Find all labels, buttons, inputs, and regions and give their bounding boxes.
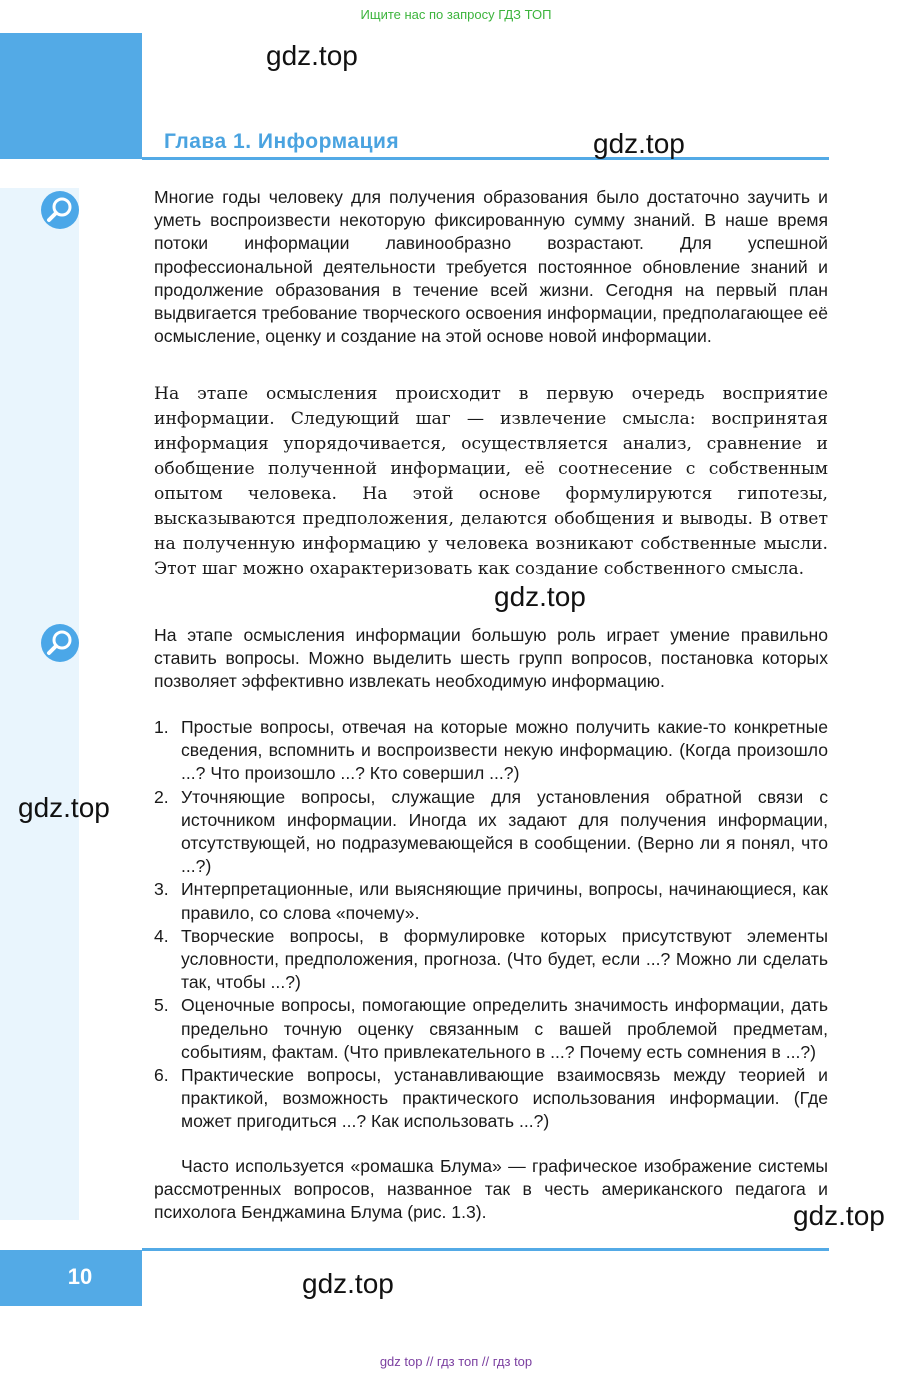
list-text: Оценочные вопросы, помогающие определить значимость информации, дать предельно точную оценку связанным с вашей проблемой предметам, событиям, фактам. (Что привлекательного в ...? Почему есть сомнения в ...?) (181, 995, 828, 1062)
list-item (154, 716, 828, 786)
list-text: Практические вопросы, устанавливающие взаимосвязь между теорией и практикой, возможность практического использования информации. (Где может пригодиться ...? Как использовать ...?) (181, 1065, 828, 1132)
question-list (154, 716, 828, 1134)
top-banner: Ищите нас по запросу ГДЗ ТОП (360, 7, 552, 22)
margin-strip (0, 188, 79, 1220)
list-item (154, 878, 828, 924)
watermark: gdz.top (18, 792, 110, 823)
list-item (154, 994, 828, 1064)
paragraph-2: На этапе осмысления происходит в первую очередь восприятие информации. Следующий шаг — извлечение смысла: воспринятая информация упорядочивается, осуществляется анализ, сравнение и обобщение полученной информации, её соотнесение с собственным опытом человека. На этой основе формулируются гипотезы, высказываются предположения, делаются обобщения и выводы. В ответ на полученную информацию у человека возникают собственные мысли. Этот шаг можно охарактеризовать как создание собственного смысла. (154, 384, 828, 579)
list-item (154, 786, 828, 879)
list-item (154, 1064, 828, 1134)
list-number: 6. (154, 1065, 169, 1086)
watermark: gdz.top (593, 128, 685, 159)
footer-links: gdz top // гдз топ // гдз top (379, 1354, 533, 1369)
closing-paragraph: Часто используется «ромашка Блума» — графическое изображение системы рассмотренных вопросов, названное так в честь американского педагога и психолога Бенджамина Блума (рис. 1.3). (154, 1156, 828, 1223)
list-number: 2. (154, 786, 169, 807)
list-text: Уточняющие вопросы, служащие для установления обратной связи с источником информации. Иногда их задают для получения информации, отсутствующей, но подразумевающейся в сообщении. (Верно ли я понял, что ...?) (181, 786, 828, 877)
footer-rule (142, 1248, 829, 1251)
chapter-title: Глава 1. Информация (164, 130, 400, 153)
page-number: 10 (67, 1264, 93, 1289)
magnifier-icon (41, 191, 79, 229)
chapter-side-block (0, 33, 142, 159)
watermark: gdz.top (266, 40, 358, 71)
list-number: 5. (154, 995, 169, 1016)
paragraph-1: Многие годы человеку для получения образования было достаточно заучить и уметь воспроизвести некоторую фиксированную сумму знаний. В наше время потоки информации лавинообразно возрастают. Для успешной профессиональной деятельности требуется постоянное обновление знаний и продолжение образования в течение всей жизни. Сегодня на первый план выдвигается требование творческого освоения информации, предполагающее её осмысление, оценку и создание на этой основе новой информации. (154, 187, 828, 347)
watermark: gdz.top (793, 1200, 885, 1231)
list-text: Простые вопросы, отвечая на которые можно получить какие-то конкретные сведения, вспомнить и воспроизвести некую информацию. (Когда произошло ...? Что произошло ...? Кто совершил ...?) (181, 717, 828, 784)
list-text: Творческие вопросы, в формулировке которых присутствуют элементы условности, предположения, прогноза. (Что будет, если ...? Можно ли сделать так, чтобы ...?) (181, 925, 828, 993)
watermark: gdz.top (494, 581, 586, 612)
magnifier-icon (41, 624, 79, 662)
list-number: 4. (154, 925, 169, 946)
paragraph-3: На этапе осмысления информации большую роль играет умение правильно ставить вопросы. Можно выделить шесть групп вопросов, постановка которых позволяет эффективно извлекать необходимую информацию. (154, 625, 828, 692)
chapter-rule (142, 157, 829, 160)
watermark: gdz.top (302, 1268, 394, 1299)
list-number: 3. (154, 879, 169, 900)
list-text: Интерпретационные, или выясняющие причины, вопросы, начинающиеся, как правило, со слова «почему». (181, 879, 828, 923)
list-number: 1. (154, 717, 169, 737)
list-item (154, 925, 828, 995)
